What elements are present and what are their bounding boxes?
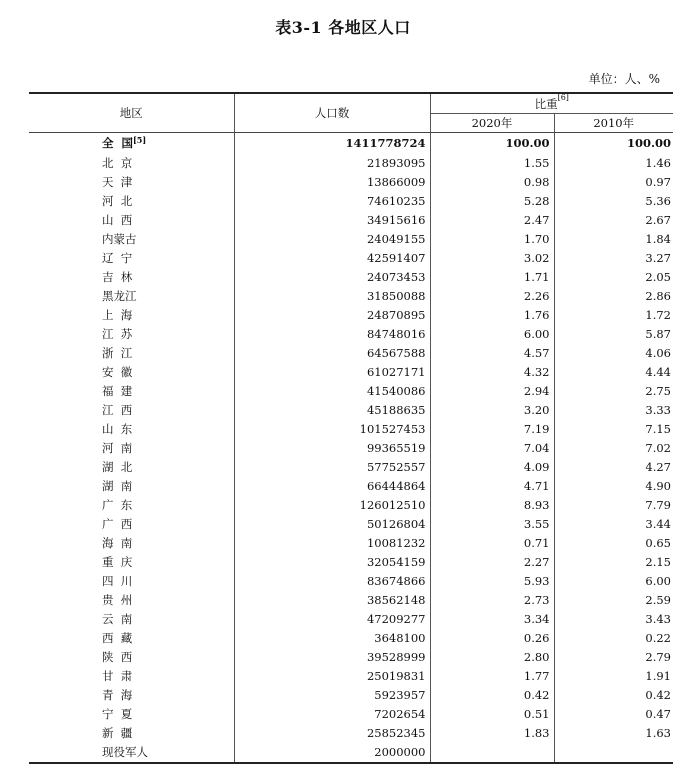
share-2020-cell: 0.51: [430, 705, 554, 724]
share-2010-cell: 4.44: [645, 365, 671, 379]
population-cell: 7202654: [234, 705, 430, 724]
table-row: [29, 192, 673, 211]
share-2020-cell: 2.27: [430, 553, 554, 572]
region-cell: 福 建: [102, 384, 133, 398]
population-cell: 45188635: [234, 401, 430, 420]
share-2010-cell: [554, 743, 673, 763]
population-cell: 24049155: [234, 230, 430, 249]
share-2020-cell: 1.83: [430, 724, 554, 743]
population-cell: 24073453: [234, 268, 430, 287]
share-2020-cell: 0.42: [430, 686, 554, 705]
population-cell: 41540086: [234, 382, 430, 401]
region-cell: 浙 江: [102, 346, 133, 360]
table-row: [29, 249, 673, 268]
region-cell: 上 海: [102, 308, 133, 322]
region-cell: 甘 肃: [102, 669, 133, 683]
share-2010-cell: 0.65: [645, 536, 671, 550]
region-cell: 北 京: [102, 156, 133, 170]
population-cell: 25019831: [234, 667, 430, 686]
population-cell: 3648100: [234, 629, 430, 648]
header-region: 地区: [29, 93, 234, 133]
share-2010-cell: 1.91: [645, 669, 671, 683]
unit-label: 单位：人、%: [588, 72, 660, 86]
region-cell: 辽 宁: [102, 251, 133, 265]
share-2010-cell: 2.75: [645, 384, 671, 398]
table-row: [29, 686, 673, 705]
header-share: 比重[6]: [430, 93, 673, 114]
table-row: [29, 306, 673, 325]
table-row: [29, 743, 673, 763]
region-cell: 山 西: [102, 213, 133, 227]
region-cell: 安 徽: [102, 365, 133, 379]
share-2020-cell: 5.28: [430, 192, 554, 211]
table-row: [29, 515, 673, 534]
population-cell: 39528999: [234, 648, 430, 667]
share-2020-cell: 0.71: [430, 534, 554, 553]
share-2020-cell: 3.34: [430, 610, 554, 629]
region-cell: 河 北: [102, 194, 133, 208]
share-2010-cell: 3.27: [645, 251, 671, 265]
share-2010-cell: 2.15: [645, 555, 671, 569]
population-cell: 25852345: [234, 724, 430, 743]
region-cell: 全 国[5]: [102, 135, 147, 150]
header-population: 人口数: [234, 93, 430, 133]
table-row: [29, 705, 673, 724]
population-cell: 1411778724: [234, 133, 430, 155]
table-row: [29, 553, 673, 572]
table-row: [29, 439, 673, 458]
total-footnote: [5]: [133, 135, 147, 145]
share-2020-cell: 3.20: [430, 401, 554, 420]
region-cell: 重 庆: [102, 555, 133, 569]
region-cell: 青 海: [102, 688, 133, 702]
table-row: [29, 667, 673, 686]
table-row: [29, 230, 673, 249]
population-cell: 42591407: [234, 249, 430, 268]
share-2020-cell: 2.94: [430, 382, 554, 401]
share-2010-cell: 0.47: [645, 707, 671, 721]
region-cell: 吉 林: [102, 270, 133, 284]
table-row: [29, 173, 673, 192]
share-2010-cell: 2.79: [645, 650, 671, 664]
share-2020-cell: 7.19: [430, 420, 554, 439]
population-cell: 84748016: [234, 325, 430, 344]
population-cell: 50126804: [234, 515, 430, 534]
region-cell: 湖 南: [102, 479, 133, 493]
share-2020-cell: 1.70: [430, 230, 554, 249]
header-year-2020: 2020年: [430, 114, 554, 133]
population-cell: 101527453: [234, 420, 430, 439]
population-cell: 47209277: [234, 610, 430, 629]
share-footnote: [6]: [557, 92, 569, 102]
region-cell: 山 东: [102, 422, 133, 436]
share-2010-cell: 0.42: [645, 688, 671, 702]
table-row: [29, 648, 673, 667]
region-cell: 江 苏: [102, 327, 133, 341]
header-year-2010: 2010年: [554, 114, 673, 133]
share-2010-cell: 6.00: [645, 574, 671, 588]
region-cell: 贵 州: [102, 593, 133, 607]
table-row: [29, 211, 673, 230]
table-row: [29, 496, 673, 515]
population-cell: 21893095: [234, 154, 430, 173]
population-cell: 66444864: [234, 477, 430, 496]
share-2010-cell: 0.97: [645, 175, 671, 189]
region-cell: 云 南: [102, 612, 133, 626]
share-2020-cell: 3.02: [430, 249, 554, 268]
share-2020-cell: 1.77: [430, 667, 554, 686]
share-2010-cell: 1.46: [645, 156, 671, 170]
share-2010-cell: 2.86: [645, 289, 671, 303]
population-cell: 13866009: [234, 173, 430, 192]
share-2010-cell: 1.72: [645, 308, 671, 322]
population-cell: 74610235: [234, 192, 430, 211]
share-2020-cell: 3.55: [430, 515, 554, 534]
population-table: [29, 92, 673, 764]
share-2020-cell: 4.32: [430, 363, 554, 382]
share-2020-cell: 2.80: [430, 648, 554, 667]
region-cell: 黑龙江: [102, 289, 137, 303]
share-2010-cell: 2.05: [645, 270, 671, 284]
population-cell: 126012510: [234, 496, 430, 515]
region-cell: 河 南: [102, 441, 133, 455]
table-row: [29, 154, 673, 173]
population-cell: 10081232: [234, 534, 430, 553]
share-2010-cell: 3.33: [645, 403, 671, 417]
table-row: [29, 401, 673, 420]
population-cell: 34915616: [234, 211, 430, 230]
population-cell: 31850088: [234, 287, 430, 306]
share-2010-cell: 7.02: [645, 441, 671, 455]
region-cell: 湖 北: [102, 460, 133, 474]
region-cell: 宁 夏: [102, 707, 133, 721]
table-row: [29, 458, 673, 477]
region-cell: 现役军人: [29, 743, 234, 763]
table-row: [29, 572, 673, 591]
share-2010-cell: 2.67: [645, 213, 671, 227]
share-2010-cell: 4.27: [645, 460, 671, 474]
share-2010-cell: 4.06: [645, 346, 671, 360]
share-2020-cell: 0.26: [430, 629, 554, 648]
region-cell: 新 疆: [102, 726, 133, 740]
share-2010-cell: 2.59: [645, 593, 671, 607]
population-cell: 38562148: [234, 591, 430, 610]
region-cell: 广 东: [102, 498, 133, 512]
table-row: [29, 591, 673, 610]
table-row: [29, 420, 673, 439]
share-2010-cell: 7.79: [645, 498, 671, 512]
share-2010-cell: 0.22: [645, 631, 671, 645]
share-2020-cell: 5.93: [430, 572, 554, 591]
share-2020-cell: 2.26: [430, 287, 554, 306]
table-row: [29, 344, 673, 363]
region-cell: 内蒙古: [102, 232, 137, 246]
region-cell: 陕 西: [102, 650, 133, 664]
population-cell: 5923957: [234, 686, 430, 705]
share-2020-cell: 100.00: [430, 133, 554, 155]
share-2010-cell: 1.63: [645, 726, 671, 740]
population-cell: 64567588: [234, 344, 430, 363]
table-row: [29, 477, 673, 496]
region-cell: 广 西: [102, 517, 133, 531]
population-cell: 2000000: [234, 743, 430, 763]
share-2010-cell: 7.15: [645, 422, 671, 436]
region-cell: 四 川: [102, 574, 133, 588]
table-row: [29, 287, 673, 306]
population-cell: 32054159: [234, 553, 430, 572]
share-2020-cell: 2.73: [430, 591, 554, 610]
population-cell: 61027171: [234, 363, 430, 382]
table-row: [29, 268, 673, 287]
table-row: [29, 382, 673, 401]
share-2020-cell: [430, 743, 554, 763]
share-2020-cell: 4.71: [430, 477, 554, 496]
table-row: [29, 610, 673, 629]
table-row: [29, 363, 673, 382]
share-2010-cell: 100.00: [626, 136, 671, 150]
table-row: [29, 325, 673, 344]
share-2020-cell: 1.76: [430, 306, 554, 325]
population-cell: 57752557: [234, 458, 430, 477]
share-2010-cell: 5.87: [645, 327, 671, 341]
population-cell: 99365519: [234, 439, 430, 458]
share-2020-cell: 1.55: [430, 154, 554, 173]
share-2020-cell: 7.04: [430, 439, 554, 458]
share-2010-cell: 4.90: [645, 479, 671, 493]
share-2020-cell: 2.47: [430, 211, 554, 230]
share-2010-cell: 1.84: [645, 232, 671, 246]
share-2020-cell: 4.09: [430, 458, 554, 477]
population-cell: 83674866: [234, 572, 430, 591]
share-2010-cell: 5.36: [645, 194, 671, 208]
region-cell: 海 南: [102, 536, 133, 550]
share-2010-cell: 3.43: [645, 612, 671, 626]
region-cell: 西 藏: [102, 631, 133, 645]
population-cell: 24870895: [234, 306, 430, 325]
table-row: [29, 629, 673, 648]
table-row: [29, 534, 673, 553]
region-cell: 天 津: [102, 175, 133, 189]
share-2020-cell: 8.93: [430, 496, 554, 515]
table-row: [29, 724, 673, 743]
share-2020-cell: 4.57: [430, 344, 554, 363]
table-title: 表3-1 各地区人口: [275, 18, 411, 37]
share-2020-cell: 0.98: [430, 173, 554, 192]
region-cell: 江 西: [102, 403, 133, 417]
share-2020-cell: 1.71: [430, 268, 554, 287]
share-2020-cell: 6.00: [430, 325, 554, 344]
share-2010-cell: 3.44: [645, 517, 671, 531]
table-row-total: [29, 133, 673, 155]
